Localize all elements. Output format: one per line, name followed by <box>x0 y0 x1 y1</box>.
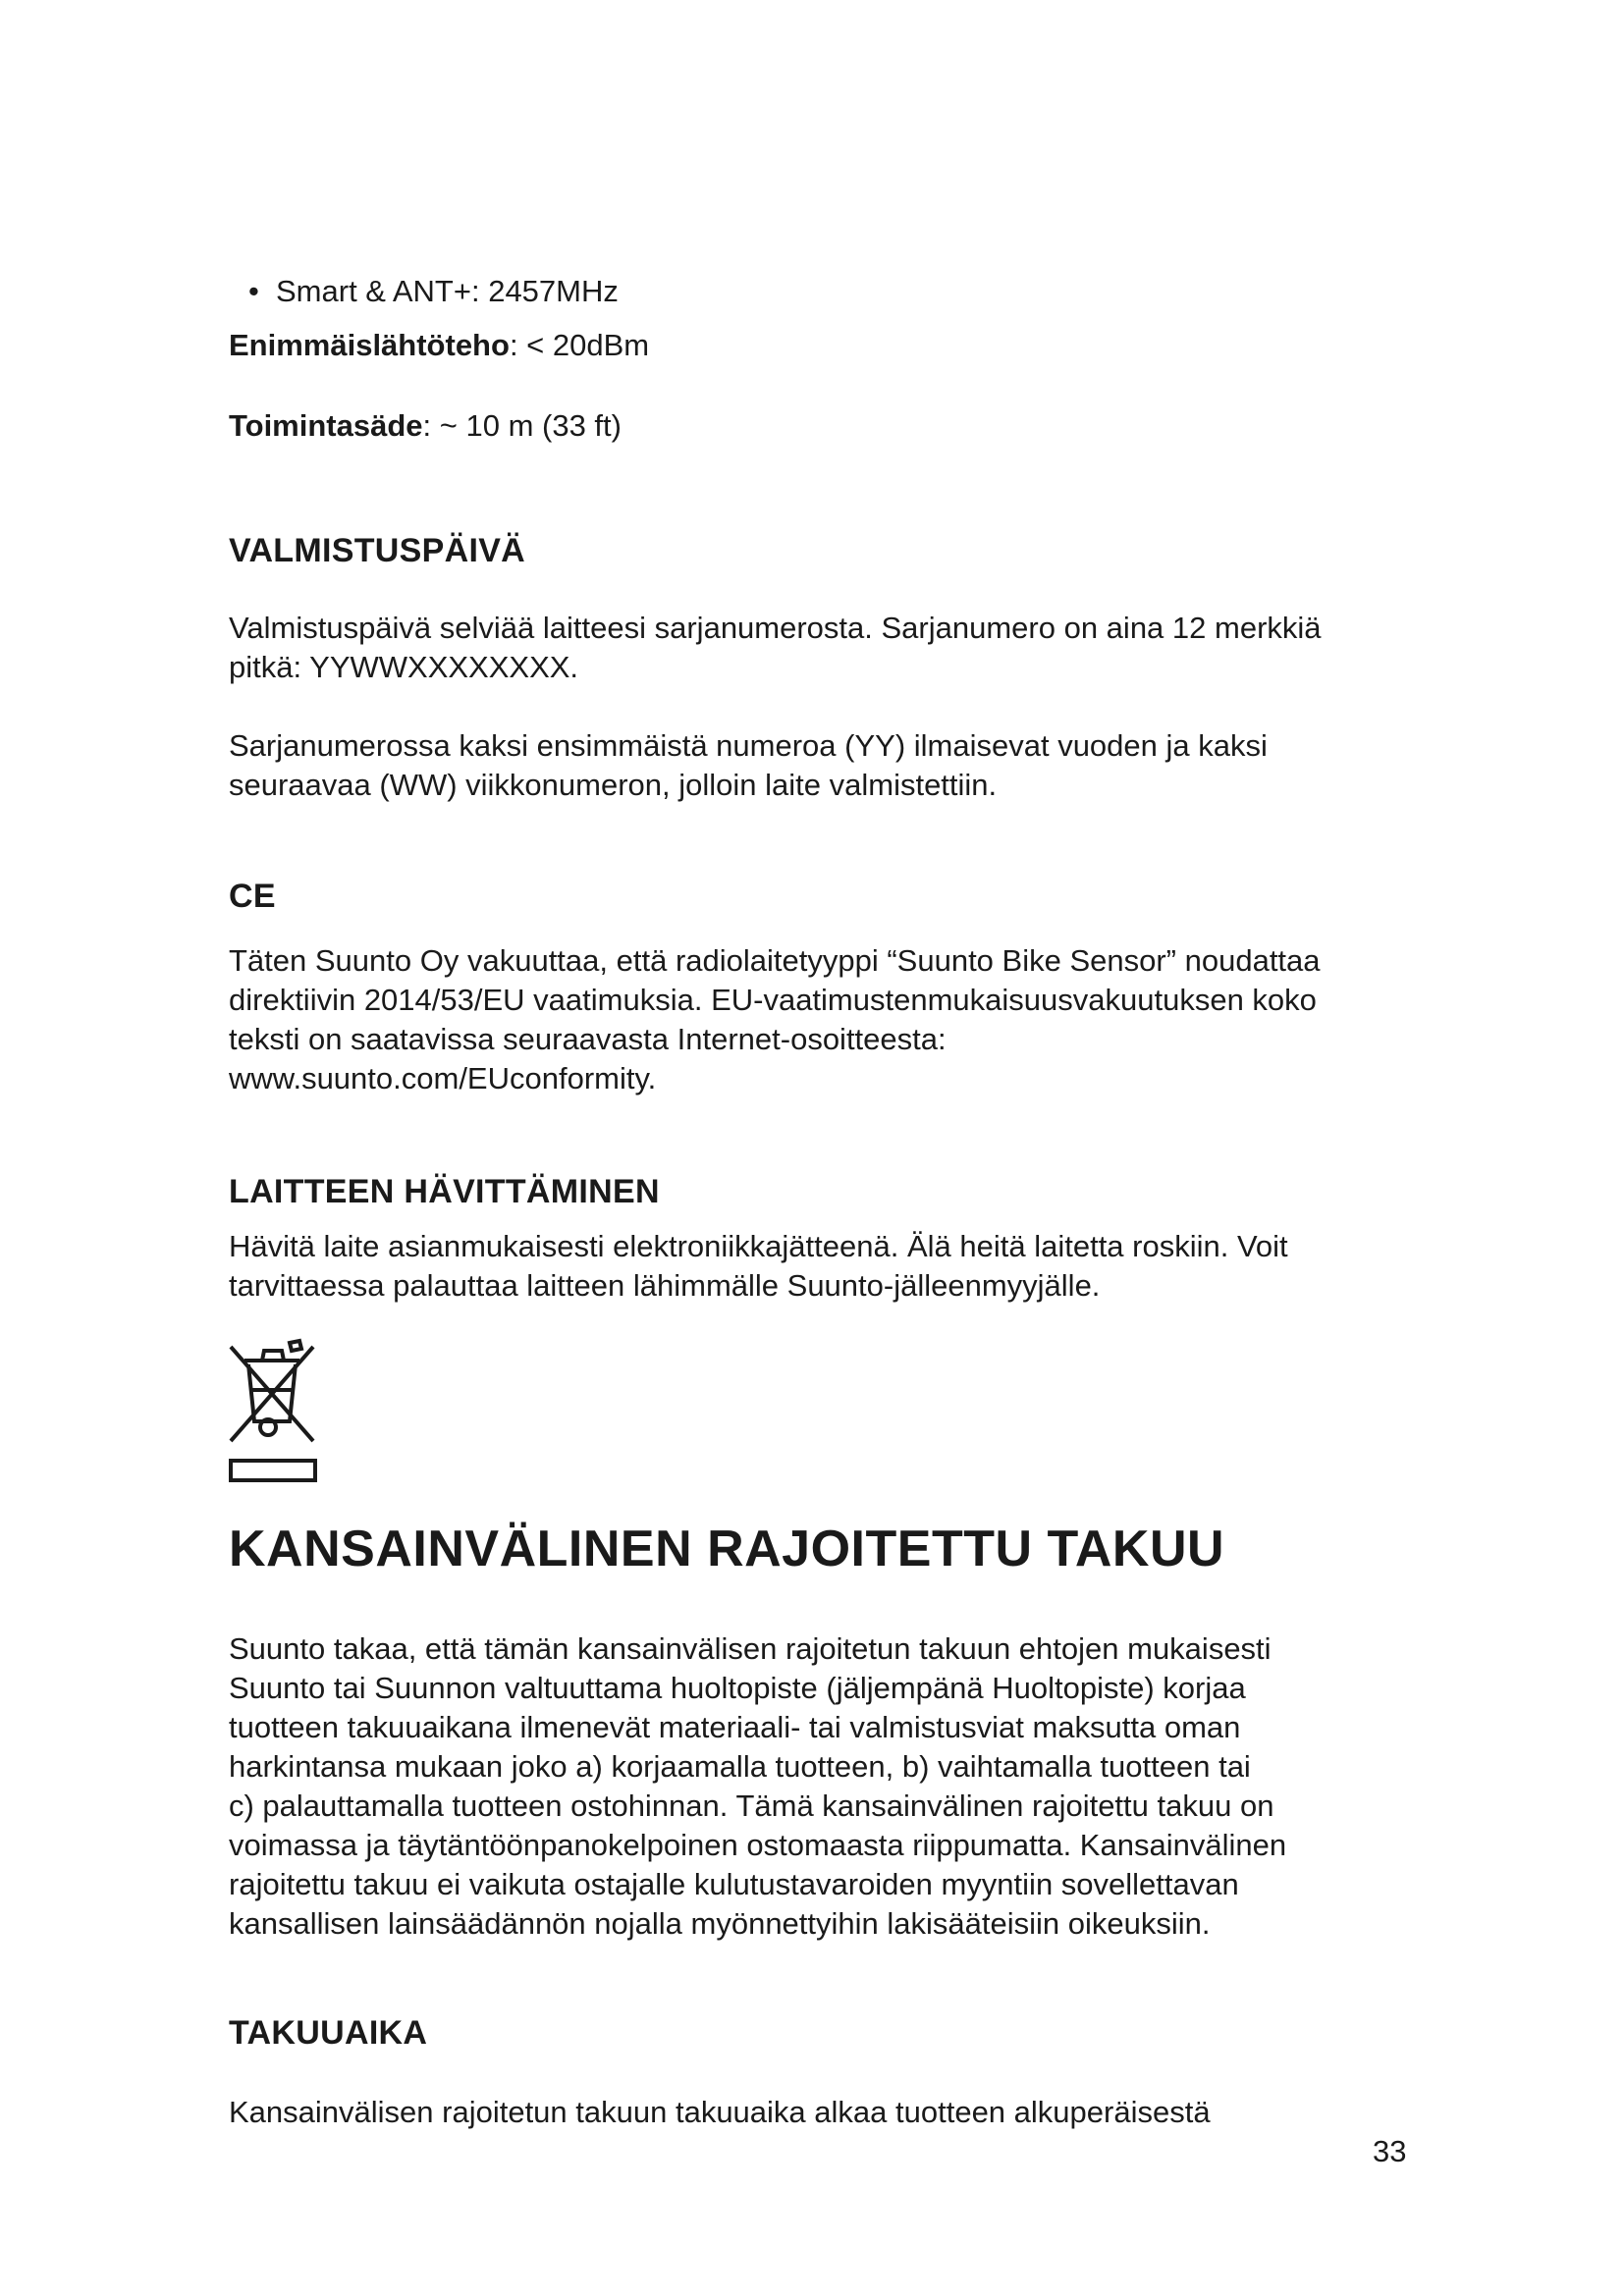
ce-line2: direktiivin 2014/53/EU vaatimuksia. EU-vaatimustenmukaisuusvakuutuksen koko <box>229 983 1317 1017</box>
disposal-heading: LAITTEEN HÄVITTÄMINEN <box>229 1173 660 1210</box>
ce-heading: CE <box>229 878 276 915</box>
warranty-line: tuotteen takuuaikana ilmenevät materiaali- tai valmistusviat maksutta oman <box>229 1710 1241 1744</box>
manufacture-heading: VALMISTUSPÄIVÄ <box>229 532 526 569</box>
warranty-paragraph <box>229 1629 1397 1944</box>
disposal-line1: Hävitä laite asianmukaisesti elektroniikkajätteenä. Älä heitä laitetta roskiin. Voit <box>229 1229 1288 1263</box>
warranty-line: Suunto tai Suunnon valtuuttama huoltopiste (jäljempänä Huoltopiste) korjaa <box>229 1671 1246 1705</box>
warranty-line: kansallisen lainsäädännön nojalla myönnettyihin lakisääteisiin oikeuksiin. <box>229 1906 1211 1941</box>
warranty-line: rajoitettu takuu ei vaikuta ostajalle kulutustavaroiden myyntiin sovellettavan <box>229 1867 1239 1901</box>
bullet-text: Smart & ANT+: 2457MHz <box>276 274 619 308</box>
max-power-line <box>229 326 1397 365</box>
range-value: : ~ 10 m (33 ft) <box>422 408 622 443</box>
max-power-label: Enimmäislähtöteho <box>229 328 510 362</box>
manufacture-p2-line1: Sarjanumerossa kaksi ensimmäistä numeroa (YY) ilmaisevat vuoden ja kaksi <box>229 728 1268 763</box>
range-label: Toimintasäde <box>229 408 423 443</box>
spec-bullet-item <box>248 272 619 311</box>
warranty-line: Suunto takaa, että tämän kansainvälisen rajoitetun takuun ehtojen mukaisesti <box>229 1631 1272 1666</box>
warranty-line: harkintansa mukaan joko a) korjaamalla tuotteen, b) vaihtamalla tuotteen tai <box>229 1749 1251 1784</box>
page-number: 33 <box>1373 2134 1407 2168</box>
weee-crossed-bin-icon <box>225 1335 319 1492</box>
ce-line3: teksti on saatavissa seuraavasta Internet-osoitteesta: <box>229 1022 947 1056</box>
manufacture-p2-line2: seuraavaa (WW) viikkonumeron, jolloin laite valmistettiin. <box>229 768 998 802</box>
disposal-line2: tarvittaessa palauttaa laitteen lähimmälle Suunto-jälleenmyyjälle. <box>229 1268 1101 1303</box>
period-line1: Kansainvälisen rajoitetun takuun takuuaika alkaa tuotteen alkuperäisestä <box>229 2095 1211 2129</box>
warranty-line: c) palauttamalla tuotteen ostohinnan. Tämä kansainvälinen rajoitettu takuu on <box>229 1789 1274 1823</box>
warranty-heading: KANSAINVÄLINEN RAJOITETTU TAKUU <box>229 1521 1225 1577</box>
bullet-dot: • <box>248 274 259 308</box>
range-line <box>229 406 1397 446</box>
period-heading: TAKUUAIKA <box>229 2014 428 2052</box>
max-power-value: : < 20dBm <box>509 328 650 362</box>
manufacture-p1-line1: Valmistuspäivä selviää laitteesi sarjanumerosta. Sarjanumero on aina 12 merkkiä <box>229 611 1322 645</box>
ce-line4: www.suunto.com/EUconformity. <box>229 1061 657 1095</box>
manufacture-p1-line2: pitkä: YYWWXXXXXXXX. <box>229 650 579 684</box>
warranty-line: voimassa ja täytäntöönpanokelpoinen ostomaasta riippumatta. Kansainvälinen <box>229 1828 1287 1862</box>
ce-line1: Täten Suunto Oy vakuuttaa, että radiolaitetyyppi “Suunto Bike Sensor” noudattaa <box>229 943 1321 978</box>
